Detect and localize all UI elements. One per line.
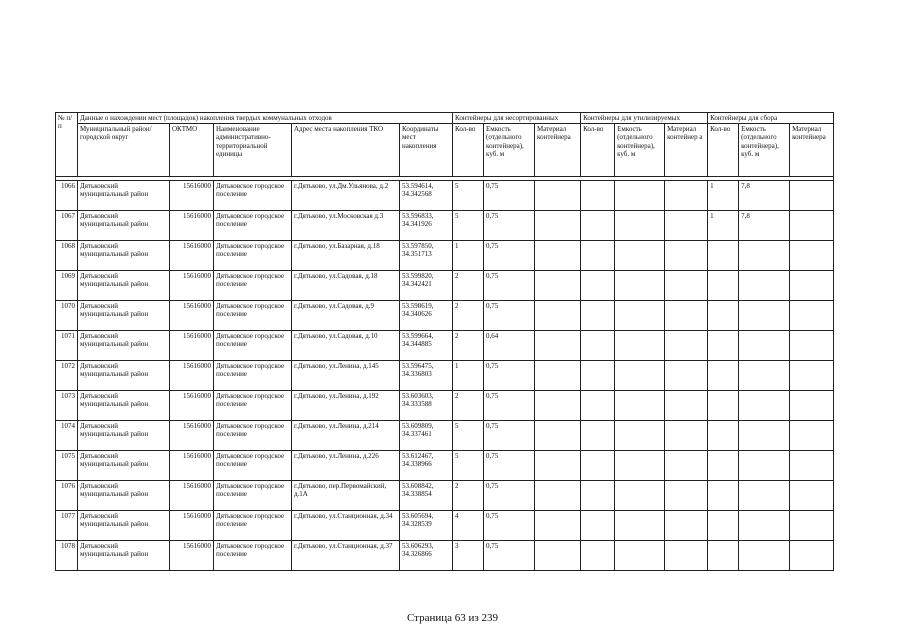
cell-collect-material: [790, 331, 834, 361]
cell-no: 1066: [56, 181, 78, 211]
cell-unsorted-count: 1: [453, 241, 484, 271]
cell-admin-unit: Дятьковское городское поселение: [214, 211, 292, 241]
cell-unsorted-material: [535, 361, 581, 391]
cell-unsorted-count: 1: [453, 361, 484, 391]
cell-no: 1073: [56, 391, 78, 421]
cell-collect-material: [790, 271, 834, 301]
cell-recycled-count: [581, 241, 615, 271]
header-unsorted-count: Кол-во: [453, 124, 484, 177]
cell-admin-unit: Дятьковское городское поселение: [214, 481, 292, 511]
cell-unsorted-volume: 0,75: [484, 271, 535, 301]
table-body: [56, 181, 834, 571]
cell-unsorted-material: [535, 391, 581, 421]
cell-district: Дятьковский муниципальный район: [78, 511, 170, 541]
cell-collect-count: [708, 301, 739, 331]
cell-district: Дятьковский муниципальный район: [78, 361, 170, 391]
cell-recycled-material: [665, 241, 708, 271]
cell-unsorted-volume: 0,75: [484, 541, 535, 571]
cell-address: г.Дятьково, ул.Дм.Ульянова, д.2: [292, 181, 400, 211]
cell-recycled-volume: [615, 181, 665, 211]
cell-unsorted-volume: 0,64: [484, 331, 535, 361]
cell-unsorted-volume: 0,75: [484, 451, 535, 481]
cell-unsorted-count: 5: [453, 451, 484, 481]
cell-recycled-volume: [615, 481, 665, 511]
cell-oktmo: 15616000: [170, 421, 214, 451]
cell-coordinates: 53.605694, 34.328539: [400, 511, 453, 541]
header-recycled-volume: Емкость (отдельного контейнера), куб. м: [615, 124, 665, 177]
table-row: [56, 481, 834, 511]
cell-recycled-material: [665, 511, 708, 541]
cell-unsorted-material: [535, 481, 581, 511]
cell-admin-unit: Дятьковское городское поселение: [214, 271, 292, 301]
cell-district: Дятьковский муниципальный район: [78, 421, 170, 451]
cell-unsorted-count: 3: [453, 541, 484, 571]
cell-oktmo: 15616000: [170, 301, 214, 331]
page-number: Страница 63 из 239: [406, 612, 499, 624]
cell-no: 1072: [56, 361, 78, 391]
cell-collect-count: [708, 361, 739, 391]
header-unsorted-volume: Емкость (отдельного контейнера), куб. м: [484, 124, 535, 177]
cell-oktmo: 15616000: [170, 271, 214, 301]
cell-admin-unit: Дятьковское городское поселение: [214, 301, 292, 331]
cell-collect-volume: [739, 301, 790, 331]
table-row: [56, 241, 834, 271]
cell-address: г.Дятьково, ул.Садовая, д.10: [292, 331, 400, 361]
cell-address: г.Дятьково, ул.Садовая, д.18: [292, 271, 400, 301]
cell-coordinates: 53.606293, 34.326866: [400, 541, 453, 571]
cell-district: Дятьковский муниципальный район: [78, 271, 170, 301]
header-recycled-count: Кол-во: [581, 124, 615, 177]
table-row: [56, 421, 834, 451]
cell-address: г.Дятьково, ул.Московская д.3: [292, 211, 400, 241]
cell-collect-material: [790, 421, 834, 451]
cell-no: 1074: [56, 421, 78, 451]
cell-coordinates: 53.596475, 34.336803: [400, 361, 453, 391]
header-row-columns: [56, 124, 834, 177]
cell-collect-count: [708, 241, 739, 271]
cell-collect-volume: [739, 361, 790, 391]
cell-unsorted-volume: 0,75: [484, 391, 535, 421]
cell-unsorted-volume: 0,75: [484, 421, 535, 451]
cell-oktmo: 15616000: [170, 331, 214, 361]
table-row: [56, 181, 834, 211]
header-collect-volume: Емкость (отдельного контейнера), куб. м: [739, 124, 790, 177]
cell-unsorted-volume: 0,75: [484, 211, 535, 241]
cell-recycled-volume: [615, 391, 665, 421]
cell-admin-unit: Дятьковское городское поселение: [214, 181, 292, 211]
cell-unsorted-volume: 0,75: [484, 481, 535, 511]
cell-admin-unit: Дятьковское городское поселение: [214, 241, 292, 271]
cell-district: Дятьковский муниципальный район: [78, 391, 170, 421]
cell-recycled-volume: [615, 541, 665, 571]
cell-oktmo: 15616000: [170, 511, 214, 541]
cell-admin-unit: Дятьковское городское поселение: [214, 391, 292, 421]
header-address: Адрес места накопления ТКО: [292, 124, 400, 177]
cell-admin-unit: Дятьковское городское поселение: [214, 511, 292, 541]
cell-unsorted-count: 4: [453, 511, 484, 541]
cell-collect-count: [708, 271, 739, 301]
cell-recycled-count: [581, 331, 615, 361]
cell-recycled-material: [665, 271, 708, 301]
cell-collect-material: [790, 391, 834, 421]
cell-recycled-volume: [615, 331, 665, 361]
cell-coordinates: 53.598619, 34.340626: [400, 301, 453, 331]
cell-address: г.Дятьково, ул.Базарная, д.18: [292, 241, 400, 271]
cell-collect-material: [790, 211, 834, 241]
cell-no: 1068: [56, 241, 78, 271]
cell-no: 1067: [56, 211, 78, 241]
cell-collect-volume: [739, 451, 790, 481]
cell-unsorted-material: [535, 451, 581, 481]
cell-recycled-volume: [615, 241, 665, 271]
cell-recycled-count: [581, 511, 615, 541]
cell-coordinates: 53.599664, 34.344885: [400, 331, 453, 361]
cell-collect-volume: [739, 391, 790, 421]
cell-admin-unit: Дятьковское городское поселение: [214, 421, 292, 451]
header-district: Муниципальный район/городской округ: [78, 124, 170, 177]
header-collect-material: Материал контейнера: [790, 124, 834, 177]
cell-unsorted-count: 2: [453, 301, 484, 331]
table-row: [56, 451, 834, 481]
cell-no: 1076: [56, 481, 78, 511]
cell-recycled-volume: [615, 361, 665, 391]
cell-district: Дятьковский муниципальный район: [78, 541, 170, 571]
header-group-unsorted: Контейнеры для несортированных: [453, 113, 581, 124]
cell-recycled-count: [581, 301, 615, 331]
cell-no: 1075: [56, 451, 78, 481]
cell-unsorted-material: [535, 511, 581, 541]
cell-collect-material: [790, 181, 834, 211]
header-admin-unit: Наименование административно-территориальной единицы: [214, 124, 292, 177]
cell-collect-volume: 7,8: [739, 181, 790, 211]
cell-collect-material: [790, 301, 834, 331]
cell-recycled-count: [581, 391, 615, 421]
tko-registry-table: [55, 112, 834, 571]
cell-district: Дятьковский муниципальный район: [78, 451, 170, 481]
cell-recycled-volume: [615, 271, 665, 301]
cell-collect-count: [708, 511, 739, 541]
cell-address: г.Дятьково, ул.Ленина, д.192: [292, 391, 400, 421]
cell-recycled-material: [665, 451, 708, 481]
cell-collect-count: 1: [708, 181, 739, 211]
cell-coordinates: 53.608842, 34.338854: [400, 481, 453, 511]
cell-unsorted-material: [535, 301, 581, 331]
cell-recycled-material: [665, 481, 708, 511]
cell-oktmo: 15616000: [170, 181, 214, 211]
table-row: [56, 541, 834, 571]
cell-unsorted-material: [535, 211, 581, 241]
cell-oktmo: 15616000: [170, 241, 214, 271]
cell-address: г.Дятьково, ул.Ленина, д.214: [292, 421, 400, 451]
cell-address: г.Дятьково, ул.Ленина, д.145: [292, 361, 400, 391]
cell-collect-count: [708, 421, 739, 451]
cell-recycled-material: [665, 421, 708, 451]
cell-recycled-volume: [615, 301, 665, 331]
cell-no: 1077: [56, 511, 78, 541]
cell-recycled-material: [665, 211, 708, 241]
cell-recycled-volume: [615, 211, 665, 241]
header-no: № п/п: [56, 113, 78, 177]
cell-coordinates: 53.597850, 34.351713: [400, 241, 453, 271]
cell-recycled-count: [581, 271, 615, 301]
table-row: [56, 391, 834, 421]
cell-unsorted-material: [535, 241, 581, 271]
cell-unsorted-material: [535, 541, 581, 571]
cell-recycled-volume: [615, 451, 665, 481]
header-oktmo: ОКТМО: [170, 124, 214, 177]
cell-recycled-volume: [615, 421, 665, 451]
cell-recycled-count: [581, 541, 615, 571]
cell-address: г.Дятьково, ул.Садовая, д.9: [292, 301, 400, 331]
cell-oktmo: 15616000: [170, 541, 214, 571]
cell-unsorted-volume: 0,75: [484, 241, 535, 271]
table-row: [56, 331, 834, 361]
cell-recycled-material: [665, 301, 708, 331]
cell-unsorted-count: 5: [453, 181, 484, 211]
cell-district: Дятьковский муниципальный район: [78, 301, 170, 331]
cell-unsorted-count: 2: [453, 271, 484, 301]
cell-coordinates: 53.612467, 34.338966: [400, 451, 453, 481]
cell-unsorted-count: 5: [453, 421, 484, 451]
header-collect-count: Кол-во: [708, 124, 739, 177]
cell-unsorted-material: [535, 331, 581, 361]
cell-address: г.Дятьково, ул.Станционная, д.34: [292, 511, 400, 541]
cell-recycled-material: [665, 331, 708, 361]
header-unsorted-material: Материал контейнера: [535, 124, 581, 177]
cell-no: 1069: [56, 271, 78, 301]
cell-collect-count: [708, 541, 739, 571]
cell-recycled-count: [581, 211, 615, 241]
cell-collect-material: [790, 511, 834, 541]
cell-recycled-count: [581, 451, 615, 481]
cell-admin-unit: Дятьковское городское поселение: [214, 331, 292, 361]
cell-recycled-count: [581, 481, 615, 511]
cell-collect-volume: [739, 331, 790, 361]
cell-district: Дятьковский муниципальный район: [78, 241, 170, 271]
table-row: [56, 361, 834, 391]
cell-collect-volume: [739, 271, 790, 301]
cell-oktmo: 15616000: [170, 451, 214, 481]
cell-no: 1078: [56, 541, 78, 571]
cell-collect-material: [790, 241, 834, 271]
cell-collect-count: 1: [708, 211, 739, 241]
cell-district: Дятьковский муниципальный район: [78, 181, 170, 211]
cell-oktmo: 15616000: [170, 361, 214, 391]
cell-collect-material: [790, 481, 834, 511]
header-group-collect: Контейнеры для сбора: [708, 113, 834, 124]
table-row: [56, 511, 834, 541]
cell-address: г.Дятьково, ул.Ленина, д.226: [292, 451, 400, 481]
cell-coordinates: 53.594614, 34.342568: [400, 181, 453, 211]
cell-collect-volume: [739, 241, 790, 271]
cell-collect-volume: 7,8: [739, 211, 790, 241]
cell-coordinates: 53.596833, 34.341926: [400, 211, 453, 241]
table-row: [56, 301, 834, 331]
cell-admin-unit: Дятьковское городское поселение: [214, 361, 292, 391]
cell-district: Дятьковский муниципальный район: [78, 211, 170, 241]
cell-recycled-material: [665, 391, 708, 421]
cell-recycled-material: [665, 361, 708, 391]
header-group-location: Данные о нахождении мест (площадок) накопления твердых коммунальных отходов: [78, 113, 453, 124]
cell-recycled-count: [581, 361, 615, 391]
cell-no: 1070: [56, 301, 78, 331]
cell-collect-volume: [739, 541, 790, 571]
cell-recycled-count: [581, 181, 615, 211]
cell-collect-count: [708, 451, 739, 481]
header-row-groups: [56, 113, 834, 124]
cell-admin-unit: Дятьковское городское поселение: [214, 451, 292, 481]
cell-coordinates: 53.609809, 34.337461: [400, 421, 453, 451]
cell-unsorted-count: 2: [453, 331, 484, 361]
cell-unsorted-material: [535, 421, 581, 451]
cell-unsorted-volume: 0,75: [484, 511, 535, 541]
cell-unsorted-material: [535, 181, 581, 211]
cell-oktmo: 15616000: [170, 211, 214, 241]
cell-address: г.Дятьково, пер.Первомайский, д.1А: [292, 481, 400, 511]
cell-unsorted-count: 2: [453, 391, 484, 421]
cell-collect-material: [790, 451, 834, 481]
cell-unsorted-count: 5: [453, 211, 484, 241]
header-recycled-material: Материал контейнер а: [665, 124, 708, 177]
cell-recycled-material: [665, 181, 708, 211]
table-row: [56, 271, 834, 301]
cell-recycled-material: [665, 541, 708, 571]
cell-no: 1071: [56, 331, 78, 361]
cell-address: г.Дятьково, ул.Станционная, д.37: [292, 541, 400, 571]
cell-collect-volume: [739, 421, 790, 451]
cell-collect-volume: [739, 511, 790, 541]
table-row: [56, 211, 834, 241]
cell-admin-unit: Дятьковское городское поселение: [214, 541, 292, 571]
cell-unsorted-volume: 0,75: [484, 361, 535, 391]
cell-district: Дятьковский муниципальный район: [78, 331, 170, 361]
cell-collect-count: [708, 391, 739, 421]
cell-coordinates: 53.603603, 34.333588: [400, 391, 453, 421]
cell-recycled-volume: [615, 511, 665, 541]
cell-collect-material: [790, 541, 834, 571]
cell-coordinates: 53.599820, 34.342421: [400, 271, 453, 301]
cell-unsorted-material: [535, 271, 581, 301]
cell-unsorted-volume: 0,75: [484, 301, 535, 331]
cell-recycled-count: [581, 421, 615, 451]
header-group-recycled: Контейнеры для утилизируемых: [581, 113, 708, 124]
cell-district: Дятьковский муниципальный район: [78, 481, 170, 511]
cell-oktmo: 15616000: [170, 391, 214, 421]
cell-oktmo: 15616000: [170, 481, 214, 511]
cell-collect-material: [790, 361, 834, 391]
cell-collect-count: [708, 331, 739, 361]
cell-collect-count: [708, 481, 739, 511]
cell-unsorted-count: 2: [453, 481, 484, 511]
header-coordinates: Координаты мест накопления: [400, 124, 453, 177]
cell-unsorted-volume: 0,75: [484, 181, 535, 211]
cell-collect-volume: [739, 481, 790, 511]
